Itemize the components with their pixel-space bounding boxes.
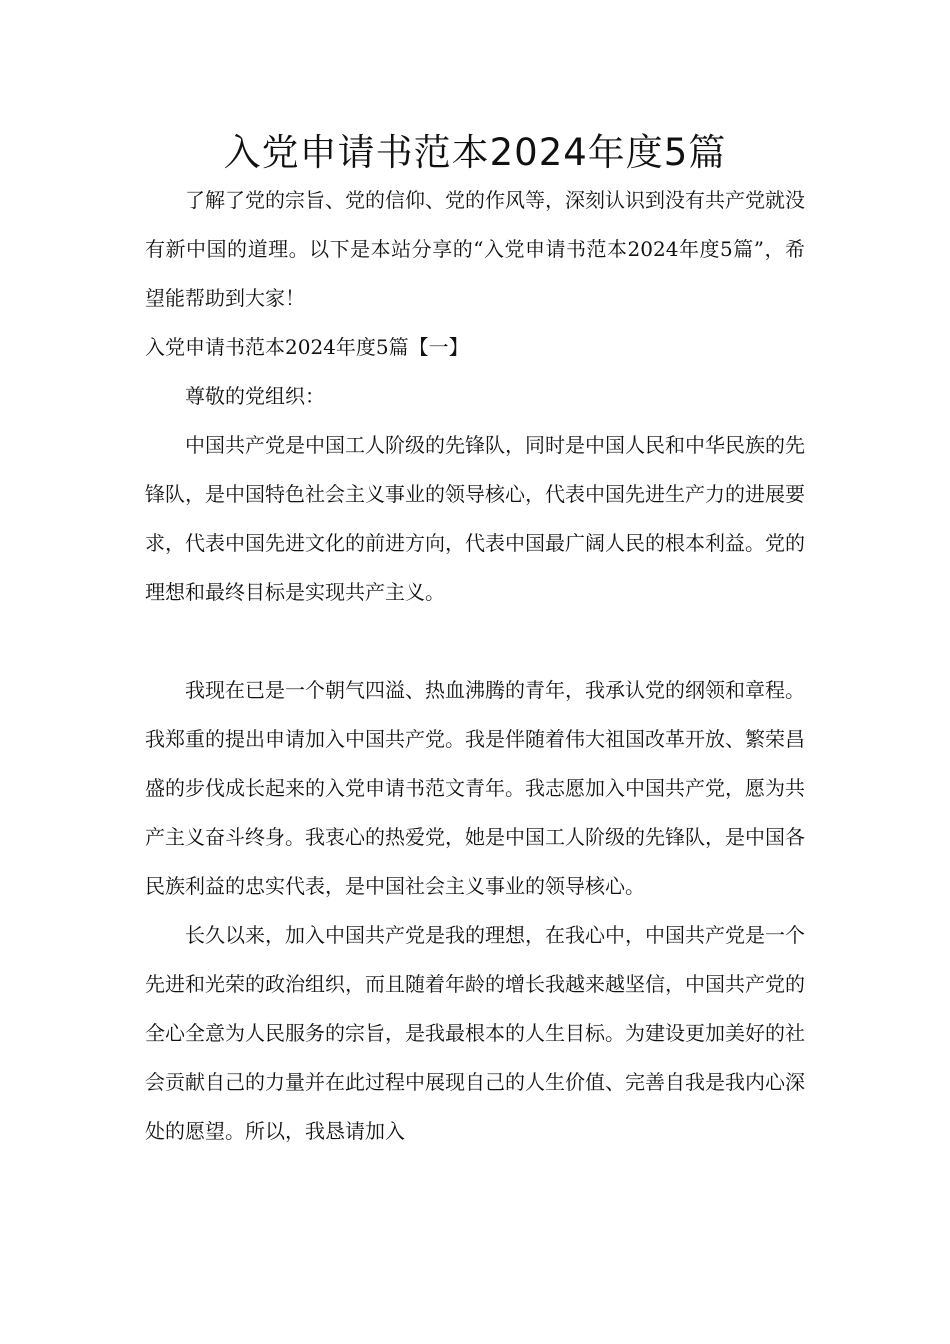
paragraph-spacer [145, 617, 805, 666]
section-heading: 入党申请书范本2024年度5篇【一】 [145, 335, 469, 359]
body-paragraph: 中国共产党是中国工人阶级的先锋队，同时是中国人民和中华民族的先锋队，是中国特色社会主义事业的领导核心，代表中国先进生产力的进展要求，代表中国先进文化的前进方向，代表中国最广阔人民的根本利益。党的理想和最终目标是实现共产主义。 [145, 433, 805, 604]
body-paragraph: 长久以来，加入中国共产党是我的理想，在我心中，中国共产党是一个先进和光荣的政治组织，而且随着年龄的增长我越来越坚信，中国共产党的全心全意为人民服务的宗旨，是我最根本的人生目标。为建设更加美好的社会贡献自己的力量并在此过程中展现自己的人生价值、完善自我是我内心深处的愿望。所以，我恳请加入 [145, 923, 805, 1143]
document-title: 入党申请书范本2024年度5篇 [223, 131, 727, 174]
body-paragraph: 我现在已是一个朝气四溢、热血沸腾的青年，我承认党的纲领和章程。我郑重的提出申请加入中国共产党。我是伴随着伟大祖国改革开放、繁荣昌盛的步伐成长起来的入党申请书范文青年。我志愿加入中国共产党，愿为共产主义奋斗终身。我衷心的热爱党，她是中国工人阶级的先锋队，是中国各民族利益的忠实代表，是中国社会主义事业的领导核心。 [145, 678, 805, 898]
salutation: 尊敬的党组织： [185, 384, 325, 408]
document-body [145, 176, 805, 1156]
intro-paragraph: 了解了党的宗旨、党的信仰、党的作风等，深刻认识到没有共产党就没有新中国的道理。以下是本站分享的“入党申请书范本2024年度5篇”，希望能帮助到大家！ [145, 188, 805, 310]
